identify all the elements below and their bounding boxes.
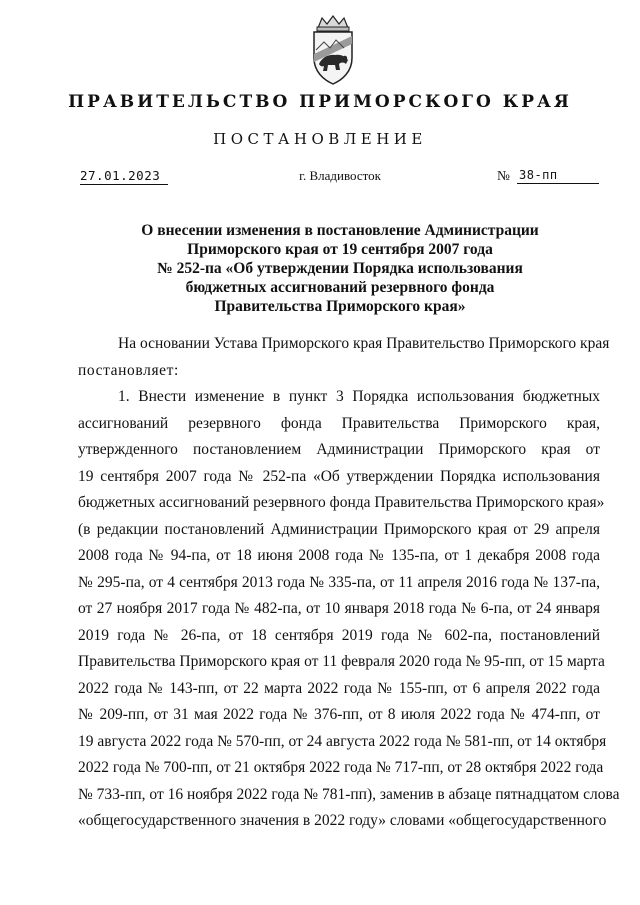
document-meta	[0, 168, 640, 190]
body-line: 2008 года № 94-па, от 18 июня 2008 года № 135-па, от 1 декабря 2008 года	[78, 547, 600, 564]
body-line: 19 сентября 2007 года № 252-па «Об утверждении Порядка использования	[78, 467, 600, 485]
body-line: от 27 ноября 2017 года № 482-па, от 10 января 2018 года № 6-па, от 24 января	[78, 600, 600, 617]
body-line: (в редакции постановлений Администрации Приморского края от 29 апреля	[78, 520, 600, 538]
document-body	[78, 331, 620, 835]
document-number: 38-пп	[517, 168, 599, 184]
body-line: 2022 года № 700-пп, от 21 октября 2022 года № 717-пп, от 28 октября 2022 года	[78, 759, 604, 776]
body-line: «общегосударственного значения в 2022 году» словами «общегосударственного	[78, 812, 607, 829]
body-line: 2022 года № 143-пп, от 22 марта 2022 года № 155-пп, от 6 апреля 2022 года	[78, 679, 600, 697]
body-line: 1. Внести изменение в пункт 3 Порядка использования бюджетных	[118, 388, 600, 405]
body-line: № 295-па, от 4 сентября 2013 года № 335-па, от 11 апреля 2016 года № 137-па,	[78, 573, 600, 591]
government-title: ПРАВИТЕЛЬСТВО ПРИМОРСКОГО КРАЯ	[68, 92, 572, 112]
body-line: Правительства Приморского края от 11 февраля 2020 года № 95-пп, от 15 марта	[78, 653, 605, 670]
document-subject	[0, 221, 640, 316]
body-line: № 733-пп, от 16 ноября 2022 года № 781-пп), заменив в абзаце пятнадцатом слова	[78, 785, 620, 803]
body-line: 19 августа 2022 года № 570-пп, от 24 августа 2022 года № 581-пп, от 14 октября	[78, 732, 607, 750]
document-type: ПОСТАНОВЛЕНИЕ	[213, 130, 427, 148]
body-line: № 209-пп, от 31 мая 2022 года № 376-пп, от 8 июля 2022 года № 474-пп, от	[78, 706, 600, 723]
subject-line: Правительства Приморского края»	[214, 298, 466, 315]
body-line: ассигнований резервного фонда Правительства Приморского края,	[78, 414, 600, 432]
subject-line: № 252-па «Об утверждении Порядка использования	[157, 260, 523, 277]
subject-line: Приморского края от 19 сентября 2007 года	[187, 241, 493, 258]
number-label: №	[497, 168, 510, 183]
subject-line: О внесении изменения в постановление Администрации	[141, 222, 539, 239]
body-line: утвержденного постановлением Администрации Приморского края от	[78, 441, 600, 458]
subject-line: бюджетных ассигнований резервного фонда	[185, 279, 495, 296]
document-date: 27.01.2023	[80, 168, 168, 185]
body-line: 2019 года № 26-па, от 18 сентября 2019 года № 602-па, постановлений	[78, 626, 600, 644]
body-line: постановляет:	[78, 361, 179, 379]
body-line: бюджетных ассигнований резервного фонда Правительства Приморского края»	[78, 494, 605, 511]
coat-of-arms-icon	[302, 14, 364, 86]
body-line: На основании Устава Приморского края Правительство Приморского края	[118, 335, 610, 352]
document-city: г. Владивосток	[299, 168, 381, 183]
